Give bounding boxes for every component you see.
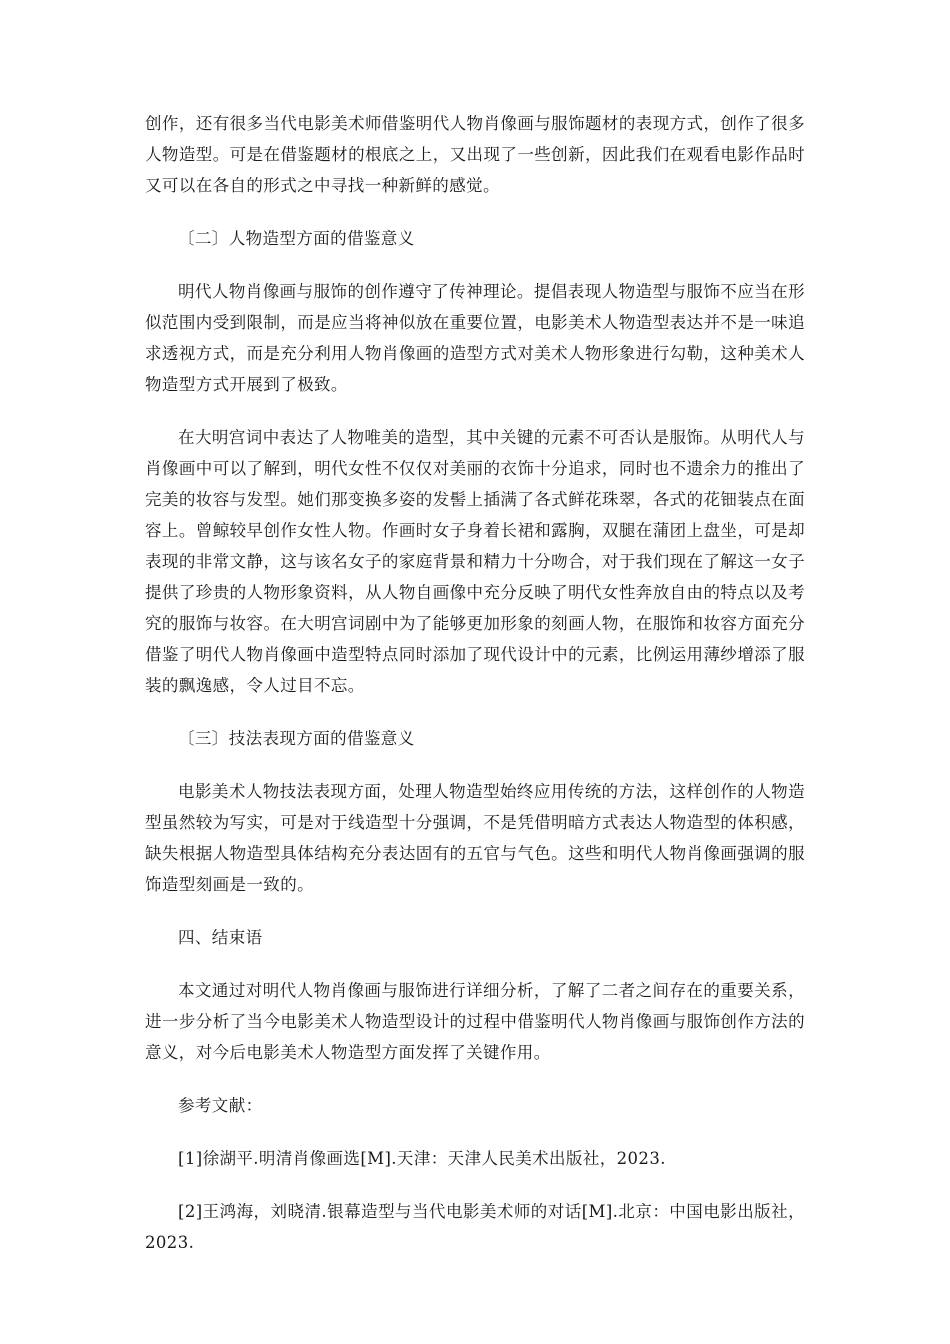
- spacer: [145, 701, 805, 723]
- section-heading-two: 〔二〕人物造型方面的借鉴意义: [178, 229, 415, 248]
- spacer: [145, 754, 805, 776]
- section-three-paragraph: 电影美术人物技法表现方面，处理人物造型始终应用传统的方法，这样创作的人物造型虽然较为写实，可是对于线造型十分强调，不是凭借明暗方式表达人物造型的体积感，缺失根据人物造型具体结构充分表达固有的五官与气色。这些和明代人物肖像画强调的服饰造型刻画是一致的。: [145, 782, 805, 894]
- reference-1: [1]徐湖平.明清肖像画选[M].天津：天津人民美术出版社，2023.: [178, 1149, 666, 1168]
- conclusion-paragraph: 本文通过对明代人物肖像画与服饰进行详细分析，了解了二者之间存在的重要关系，进一步分析了当今电影美术人物造型设计的过程中借鉴明代人物肖像画与服饰创作方法的意义，对今后电影美术人物造型方面发挥了关键作用。: [145, 981, 805, 1062]
- reference-2: [2]王鸿海，刘晓清.银幕造型与当代电影美术师的对话[M].北京：中国电影出版社，2023.: [145, 1202, 805, 1252]
- references-heading: 参考文献：: [178, 1096, 263, 1115]
- spacer: [145, 1068, 805, 1090]
- section-heading-three: 〔三〕技法表现方面的借鉴意义: [178, 729, 415, 748]
- spacer: [145, 1121, 805, 1143]
- spacer: [145, 953, 805, 975]
- spacer: [145, 1174, 805, 1196]
- document-page: [145, 108, 805, 1258]
- section-heading-four: 四、结束语: [178, 928, 263, 947]
- intro-paragraph: 创作，还有很多当代电影美术师借鉴明代人物肖像画与服饰题材的表现方式，创作了很多人物造型。可是在借鉴题材的根底之上，又出现了一些创新，因此我们在观看电影作品时又可以在各自的形式之中寻找一种新鲜的感觉。: [145, 114, 805, 195]
- spacer: [145, 400, 805, 422]
- section-two-paragraph-2: 在大明宫词中表达了人物唯美的造型，其中关键的元素不可否认是服饰。从明代人与肖像画中可以了解到，明代女性不仅仅对美丽的衣饰十分追求，同时也不遗余力的推出了完美的妆容与发型。她们那变换多姿的发髻上插满了各式鲜花珠翠，各式的花钿装点在面容上。曾鲸较早创作女性人物。作画时女子身着长裙和露胸，双腿在蒲团上盘坐，可是却表现的非常文静，这与该名女子的家庭背景和精力十分吻合，对于我们现在了解这一女子提供了珍贵的人物形象资料，从人物自画像中充分反映了明代女性奔放自由的特点以及考究的服饰与妆容。在大明宫词剧中为了能够更加形象的刻画人物，在服饰和妆容方面充分借鉴了明代人物肖像画中造型特点同时添加了现代设计中的元素，比例运用薄纱增添了服装的飘逸感，令人过目不忘。: [145, 428, 805, 695]
- spacer: [145, 201, 805, 223]
- spacer: [145, 900, 805, 922]
- spacer: [145, 254, 805, 276]
- section-two-paragraph-1: 明代人物肖像画与服饰的创作遵守了传神理论。提倡表现人物造型与服饰不应当在形似范围内受到限制，而是应当将神似放在重要位置，电影美术人物造型表达并不是一味追求透视方式，而是充分利用人物肖像画的造型方式对美术人物形象进行勾勒，这种美术人物造型方式开展到了极致。: [145, 282, 805, 394]
